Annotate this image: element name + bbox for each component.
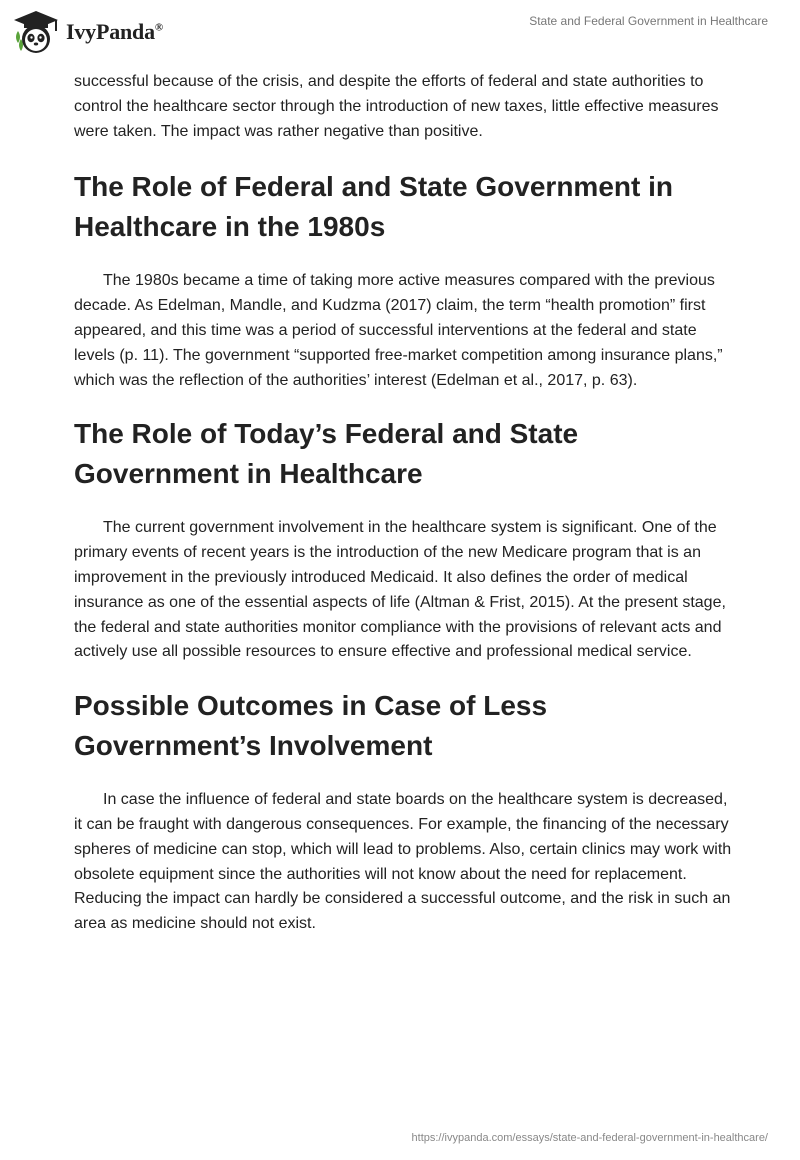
section-paragraph-1980s: The 1980s became a time of taking more active measures compared with the previous decade. As Edelman, Mandle, and Kudzma (2017) claim, the term “health promotion” first appeared, and this time was a period of successful interventions at the federal and state levels (p. 11). The government “supported free-market competition among insurance plans,” which was the reflection of the authorities’ interest (Edelman et al., 2017, p. 63).	[74, 272, 723, 389]
section-heading-outcomes: Possible Outcomes in Case of Less Government’s Involvement	[74, 690, 548, 762]
section-paragraph-outcomes: In case the influence of federal and state boards on the healthcare system is decreased, it can be fraught with dangerous consequences. For example, the financing of the necessary spheres of medicine can stop, which will lead to problems. Also, certain clinics may work with obsolete equipment since the authorities will not know about the need for replacement. Reducing the impact can hardly be considered a successful outcome, and the risk in such an area as medicine should not exist.	[74, 791, 732, 933]
registered-mark: ®	[154, 21, 163, 34]
panda-graduate-icon	[12, 9, 60, 55]
essay-content	[74, 70, 734, 937]
source-url[interactable]: https://ivypanda.com/essays/state-and-federal-government-in-healthcare/	[411, 1132, 768, 1144]
section-heading-1980s: The Role of Federal and State Government in Healthcare in the 1980s	[74, 171, 673, 243]
intro-paragraph: successful because of the crisis, and despite the efforts of federal and state authorities to control the healthcare sector through the introduction of new taxes, little effective measures were taken. The impact was rather negative than positive.	[74, 73, 719, 140]
brand-name: IvyPanda®	[66, 19, 163, 44]
page-header	[0, 0, 800, 60]
ivypanda-logo[interactable]	[12, 8, 163, 56]
section-paragraph-today: The current government involvement in the healthcare system is significant. One of the primary events of recent years is the introduction of the new Medicare program that is an improvement in the previously introduced Medicaid. It also defines the order of medical insurance as one of the essential aspects of life (Altman & Frist, 2015). At the present stage, the federal and state authorities monitor compliance with the provisions of relevant acts and actively use all possible resources to ensure effective and professional medical service.	[74, 519, 726, 661]
document-title: State and Federal Government in Healthcare	[529, 14, 768, 28]
section-heading-today: The Role of Today’s Federal and State Government in Healthcare	[74, 418, 579, 490]
